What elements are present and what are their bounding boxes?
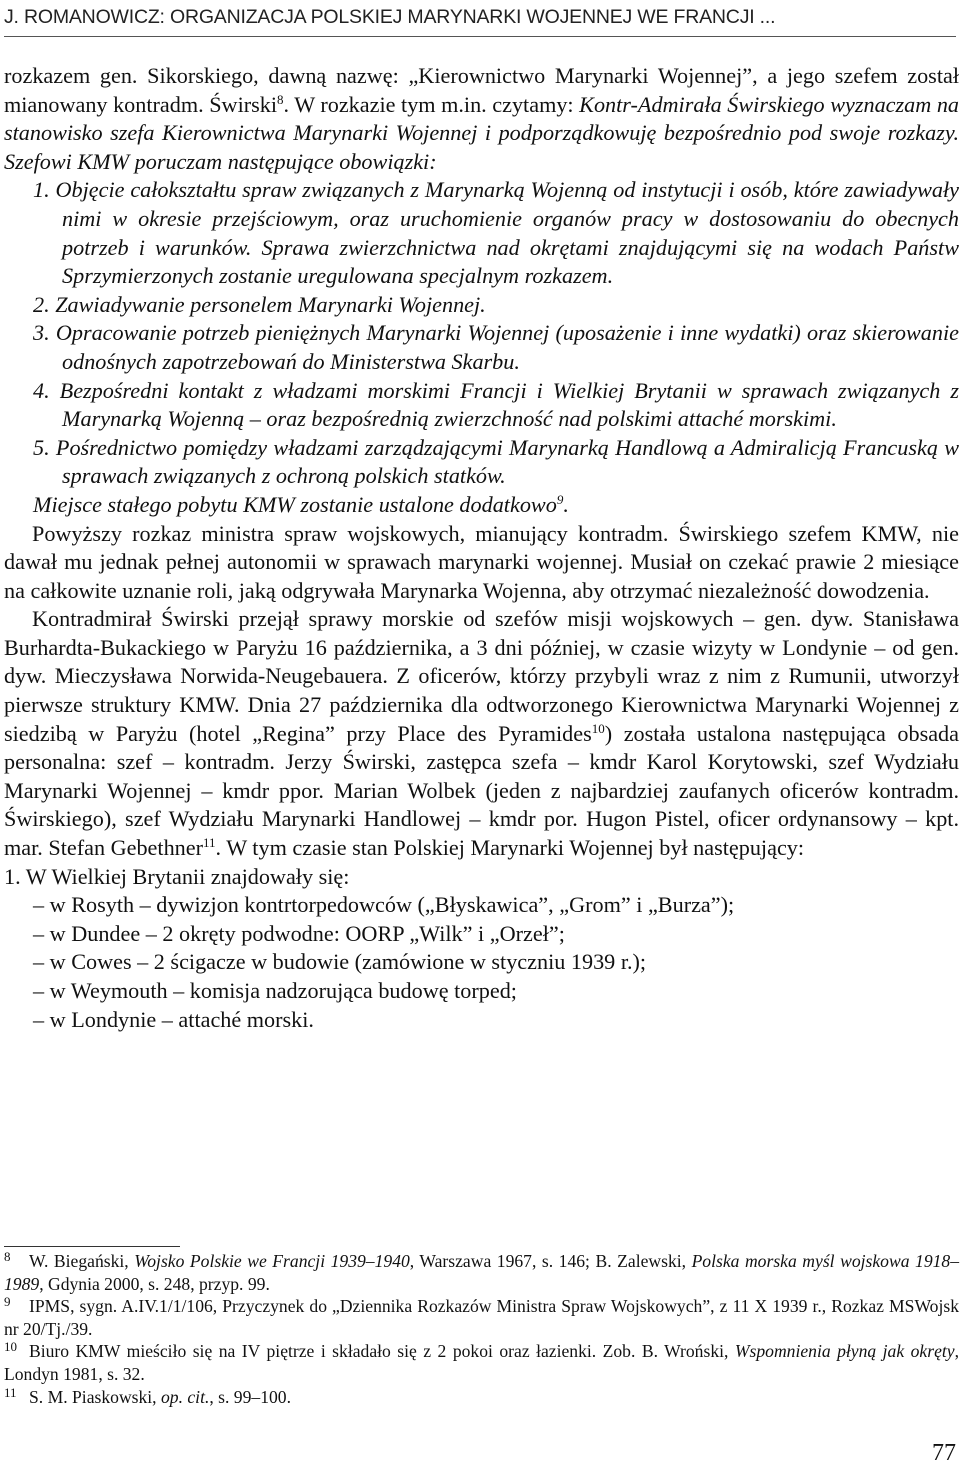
page-number: 77: [932, 1440, 956, 1466]
quote-intro: Kontr-Admirała Świrskiego wyznaczam na stanowisko szefa Kierownictwa Marynarki Wojennej i podporządkowuję bezpośrednio pod swoje rozkazy. Szefowi KMW poruczam następujące obowiązki:: [4, 91, 960, 174]
running-title: J. ROMANOWICZ: ORGANIZACJA POLSKIEJ MARYNARKI WOJENNEJ WE FRANCJI ...: [4, 6, 776, 28]
footnote-ref-11[interactable]: 11: [203, 835, 216, 851]
paragraph-3: Kontradmirał Świrski przejął sprawy morskie od szefów misji wojskowych – gen. dyw. Stanisława Burhardta-Bukackiego w Paryżu 16 października, a 3 dni później, w czasie wizyty w Londynie – od gen. dyw. Mieczysława Norwida-Neugebauera. Z oficerów, którzy przybyli wraz z nim z Rumunii, utworzył pierwsze struktury KMW. Dnia 27 października dla odtworzonego Kierownictwa Marynarki Wojennej z siedzibą w Paryżu (hotel „Regina” przy Place des Pyramides$^{10}$) została ustalona następująca obsada personalna: szef – kontradm. Jerzy Świrski, zastępca szefa – kmdr Karol Korytowski, szef Wydziału Marynarki Wojennej – kmdr ppor. Marian Wolbek (jeden z najbardziej zaufanych oficerów kontradm. Świrskiego), szef Wydziału Marynarki Handlowej – kmdr por. Hugon Pistel, oficer ordynansowy – kpt. mar. Stefan Gebethner$^{11}$. W tym czasie stan Polskiej Marynarki Wojennej był następujący:: [4, 606, 959, 861]
list-item: – w Weymouth – komisja nadzorująca budowę torped;: [33, 978, 517, 1003]
paragraph-2: Powyższy rozkaz ministra spraw wojskowych, mianujący kontradm. Świrskiego szefem KMW, nie dawał mu jednak pełnej autonomii w sprawach marynarki wojennej. Musiał on czekać prawie 2 miesiące na całkowite uznanie roli, jaką odgrywała Marynarka Wojenna, aby otrzymać niezależność dowodzenia.: [4, 520, 959, 603]
main-text: [4, 62, 959, 1034]
list-item: – w Londynie – attaché morski.: [33, 1006, 314, 1032]
footnote-8: 8 W. Biegański, Wojsko Polskie we Francji 1939–1940, Warszawa 1967, s. 146; B. Zalewski, Polska morska myśl wojskowa 1918–1989, Gdynia 2000, s. 248, przyp. 99.: [4, 1249, 960, 1294]
quote-item-5: 5. Pośrednictwo pomiędzy władzami zarządzającymi Marynarką Handlową a Admiralicją Francuską w sprawach związanych z ochroną polskich statków.: [33, 434, 959, 489]
footnotes: [4, 1250, 959, 1408]
header-rule: [4, 36, 956, 37]
quote-item-2: 2. Zawiadywanie personelem Marynarki Wojennej.: [33, 291, 486, 317]
footnote-rule: [4, 1246, 180, 1247]
footnote-10: 10 Biuro KMW mieściło się na IV piętrze i składało się z 2 pokoi oraz łazienki. Zob. B. Wroński, Wspomnienia płyną jak okręty, Londyn 1981, s. 32.: [4, 1339, 959, 1384]
list-item: – w Cowes – 2 ścigacze w budowie (zamówione w styczniu 1939 r.);: [33, 949, 647, 975]
list-item: – w Rosyth – dywizjon kontrtorpedowców („Błyskawica”, „Grom” i „Burza”);: [33, 892, 735, 918]
footnote-9: 9 IPMS, sygn. A.IV.1/1/106, Przyczynek do „Dziennika Rozkazów Ministra Spraw Wojskowych”, z 11 X 1939 r., Rozkaz MSWojsk nr 20/Tj./39.: [4, 1294, 959, 1339]
footnote-11: 11 S. M. Piaskowski, op. cit., s. 99–100.: [4, 1384, 291, 1407]
quote-item-4: 4. Bezpośredni kontakt z władzami morskimi Francji i Wielkiej Brytanii w sprawach związanych z Marynarką Wojenną – oraz bezpośrednią zwierzchność nad polskimi attaché morskimi.: [33, 377, 959, 432]
quote-closing: Miejsce stałego pobytu KMW zostanie ustalone dodatkowo$^9$.: [33, 491, 569, 517]
footnote-ref-9[interactable]: 9: [556, 491, 564, 507]
quote-item-1: 1. Objęcie całokształtu spraw związanych z Marynarką Wojenną od instytucji i osób, które zawiadywały nimi w okresie przejściowym, oraz uruchomienie organów pracy w dostosowaniu do obecnych potrzeb i warunków. Sprawa zwierzchnictwa nad okrętami znajdującymi się na wodach Państw Sprzymierzonych zostanie uregulowana specjalnym rozkazem.: [33, 177, 959, 289]
list-item: – w Dundee – 2 okręty podwodne: OORP „Wilk” i „Orzeł”;: [33, 920, 565, 946]
intro-paragraph: rozkazem gen. Sikorskiego, dawną nazwę: „Kierownictwo Marynarki Wojennej”, a jego szefem został mianowany kontradm. Świrski$^8$. W rozkazie tym m.in. czytamy: Kontr-Admirała Świrskiego wyznaczam na stanowisko szefa Kierownictwa Marynarki Wojennej i podporządkowuję bezpośrednio pod swoje rozkazy. Szefowi KMW poruczam następujące obowiązki:: [4, 63, 960, 174]
footnote-ref-8[interactable]: 8: [277, 91, 284, 107]
order-quote: [4, 176, 959, 519]
footnote-ref-10[interactable]: 10: [591, 720, 605, 736]
running-header: [4, 4, 956, 30]
quote-item-3: 3. Opracowanie potrzeb pieniężnych Marynarki Wojennej (uposażenie i inne wydatki) oraz skierowanie odnośnych zapotrzebowań do Ministerstwa Skarbu.: [33, 320, 959, 374]
list-heading: 1. W Wielkiej Brytanii znajdowały się:: [4, 863, 350, 889]
